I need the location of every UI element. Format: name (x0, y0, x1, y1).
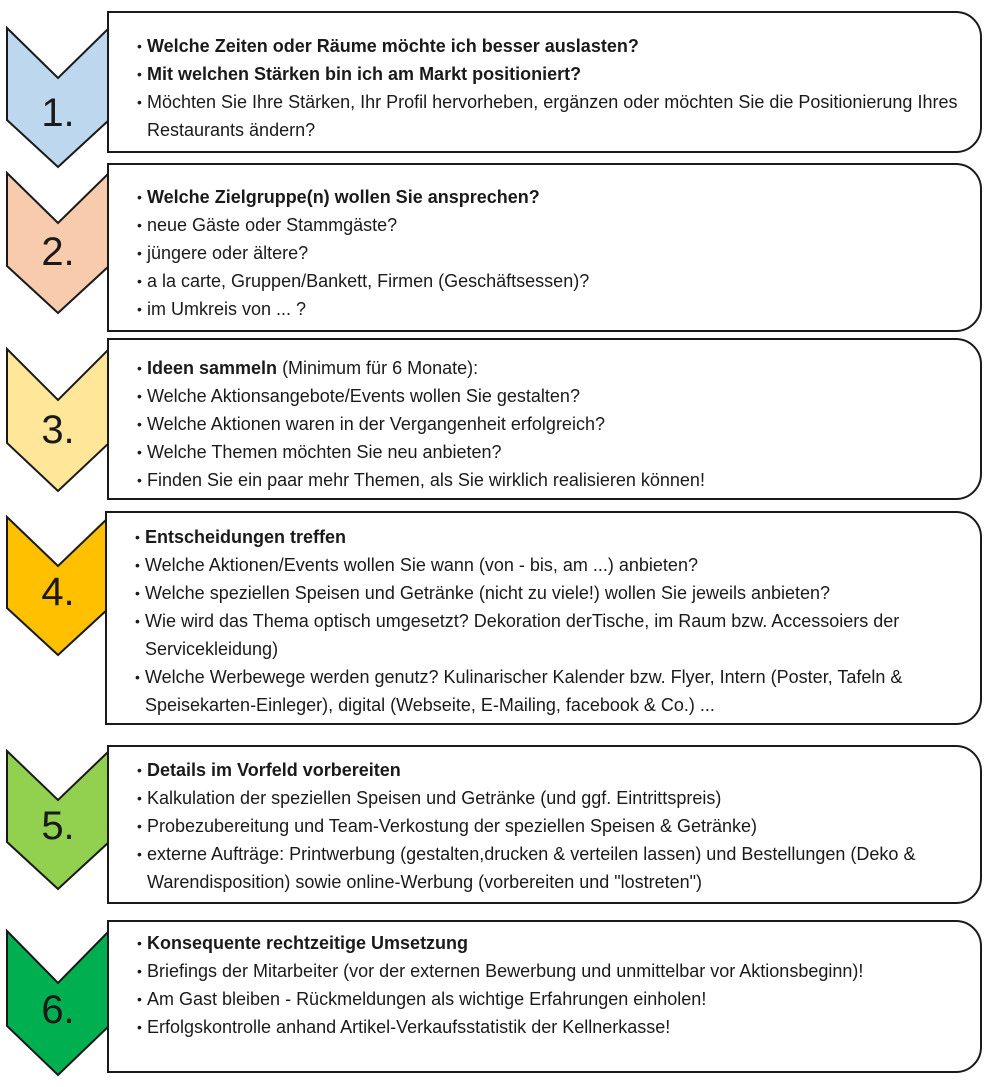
step-box (107, 745, 982, 904)
chevron-arrow-icon (6, 348, 110, 492)
step-number: 3. (41, 408, 75, 452)
item-text: Welche speziellen Speisen und Getränke (nicht zu viele!) wollen Sie jeweils anbieten? (145, 583, 831, 603)
item-text: Welche Werbewege werden genutz? Kulinarischer Kalender bzw. Flyer, Intern (Poster, Tafeln & Speisekarten-Einleger), digital (Webseite, E-Mailing, facebook & Co.) ... (145, 667, 903, 715)
list-item (137, 840, 980, 896)
item-text: Briefings der Mitarbeiter (vor der externen Bewerbung und unmittelbar vor Aktionsbeginn)! (147, 961, 864, 981)
list-item (137, 1013, 980, 1041)
item-heading: Konsequente rechtzeitige Umsetzung (147, 933, 469, 953)
step-items (137, 922, 980, 1041)
step-number: 2. (41, 230, 75, 274)
list-item (137, 812, 980, 840)
list-item (135, 663, 980, 719)
item-heading: Entscheidungen treffen (145, 527, 347, 547)
item-text: Finden Sie ein paar mehr Themen, als Sie wirklich realisieren können! (147, 470, 705, 490)
list-item (137, 438, 980, 466)
item-text: Kalkulation der speziellen Speisen und Getränke (und ggf. Eintrittspreis) (147, 788, 722, 808)
item-text: a la carte, Gruppen/Bankett, Firmen (Geschäftsessen)? (147, 271, 590, 291)
list-item (137, 985, 980, 1013)
step-number: 5. (41, 804, 75, 848)
item-heading: Ideen sammeln (147, 358, 278, 378)
step-items (137, 747, 980, 896)
item-text: externe Aufträge: Printwerbung (gestalten,drucken & verteilen lassen) und Bestellungen (Deko & Warendisposition) sowie online-Werbung (vorbereiten und "lostreten") (147, 844, 916, 892)
item-text: Welche Aktionen/Events wollen Sie wann (von - bis, am ...) anbieten? (145, 555, 698, 575)
chevron-arrow-icon (6, 930, 110, 1076)
list-item (137, 32, 980, 60)
list-item (137, 60, 980, 88)
item-text: Probezubereitung und Team-Verkostung der speziellen Speisen & Getränke) (147, 816, 758, 836)
step-number: 6. (41, 988, 75, 1032)
list-item (137, 957, 980, 985)
step-box (107, 11, 982, 153)
item-heading: Details im Vorfeld vorbereiten (147, 760, 401, 780)
list-item (135, 523, 980, 551)
list-item (137, 211, 980, 239)
list-item (135, 607, 980, 663)
list-item (135, 579, 980, 607)
item-text: Erfolgskontrolle anhand Artikel-Verkaufsstatistik der Kellnerkasse! (147, 1017, 671, 1037)
chevron-arrow-icon (6, 750, 110, 890)
list-item (137, 756, 980, 784)
list-item (137, 784, 980, 812)
step-box (105, 511, 982, 725)
step-number: 1. (41, 91, 75, 135)
item-text: Welche Aktionen waren in der Vergangenheit erfolgreich? (147, 414, 605, 434)
item-text: (Minimum für 6 Monate): (277, 358, 479, 378)
list-item (135, 551, 980, 579)
item-text: Möchten Sie Ihre Stärken, Ihr Profil hervorheben, ergänzen oder möchten Sie die Positionierung Ihres Restaurants ändern? (147, 92, 958, 140)
step-items (137, 165, 980, 323)
item-heading: Welche Zeiten oder Räume möchte ich besser auslasten? (147, 36, 639, 56)
step-box (107, 163, 982, 332)
list-item (137, 929, 980, 957)
list-item (137, 183, 980, 211)
chevron-arrow-icon (6, 516, 110, 656)
item-text: Welche Aktionsangebote/Events wollen Sie gestalten? (147, 386, 580, 406)
item-text: im Umkreis von ... ? (147, 299, 307, 319)
step-items (137, 13, 980, 144)
item-heading: Welche Zielgruppe(n) wollen Sie ansprechen? (147, 187, 540, 207)
list-item (137, 239, 980, 267)
list-item (137, 88, 980, 144)
list-item (137, 267, 980, 295)
list-item (137, 466, 980, 494)
item-text: jüngere oder ältere? (147, 243, 309, 263)
item-text: Am Gast bleiben - Rückmeldungen als wichtige Erfahrungen einholen! (147, 989, 707, 1009)
step-items (135, 513, 980, 719)
item-heading: Mit welchen Stärken bin ich am Markt positioniert? (147, 64, 582, 84)
step-number: 4. (41, 570, 75, 614)
step-items (137, 340, 980, 494)
item-text: Welche Themen möchten Sie neu anbieten? (147, 442, 502, 462)
step-box (107, 920, 982, 1073)
step-box (107, 338, 982, 500)
list-item (137, 354, 980, 382)
item-text: Wie wird das Thema optisch umgesetzt? Dekoration derTische, im Raum bzw. Accessoiers der Servicekleidung) (145, 611, 900, 659)
list-item (137, 382, 980, 410)
item-text: neue Gäste oder Stammgäste? (147, 215, 398, 235)
chevron-arrow-icon (6, 172, 110, 314)
chevron-arrow-icon (6, 27, 110, 168)
list-item (137, 410, 980, 438)
list-item (137, 295, 980, 323)
